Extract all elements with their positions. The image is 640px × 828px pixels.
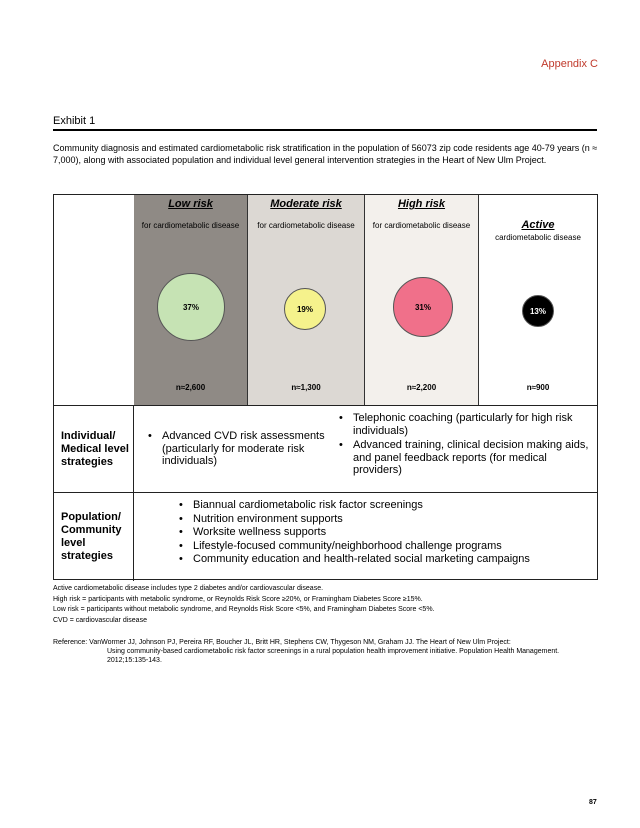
- note-line: Active cardiometabolic disease includes type 2 diabetes and/or cardiovascular disease.: [53, 585, 324, 592]
- column-subtitle: for cardiometabolic disease: [141, 221, 240, 230]
- column-title: Moderate risk: [270, 198, 342, 210]
- individual-left-list: [148, 430, 348, 470]
- population-list: [179, 499, 589, 567]
- column-active-disease: [479, 195, 597, 405]
- page-number: 87: [589, 799, 597, 806]
- population-label: Population/ Community level strategies: [61, 511, 122, 562]
- risk-circle-low: [157, 273, 225, 341]
- note-line: High risk = participants with metabolic syndrome, or Reynolds Risk Score ≥20%, or Framingham Diabetes Score ≥15%.: [53, 595, 423, 603]
- individual-right-list: [339, 412, 589, 479]
- list-item: • Advanced training, clinical decision making aids, and panel feedback reports (for medical providers): [339, 439, 589, 477]
- list-item: • Worksite wellness supports: [179, 526, 589, 539]
- risk-circle-high: [393, 277, 453, 337]
- population-count: n≈2,200: [406, 383, 437, 392]
- appendix-label: Appendix C: [541, 58, 598, 70]
- population-count: n≈2,600: [175, 383, 206, 392]
- population-strategies-row: [54, 492, 597, 581]
- risk-circle-active: [522, 295, 554, 327]
- risk-columns: [134, 195, 597, 405]
- risk-stratification-figure: [53, 194, 598, 580]
- list-item: • Nutrition environment supports: [179, 513, 589, 526]
- column-high-risk: [365, 195, 479, 405]
- list-item: • Telephonic coaching (particularly for high risk individuals): [339, 412, 589, 437]
- column-subtitle: cardiometabolic disease: [495, 233, 581, 242]
- individual-label: Individual/ Medical level strategies: [61, 430, 129, 468]
- figure-notes: [53, 584, 598, 626]
- list-item: • Biannual cardiometabolic risk factor screenings: [179, 499, 589, 512]
- individual-strategies-row: [54, 405, 597, 493]
- exhibit-title: Exhibit 1: [53, 115, 96, 127]
- reference: [53, 638, 598, 665]
- percent-label: 31%: [414, 302, 431, 312]
- percent-label: 13%: [529, 306, 546, 316]
- column-low-risk: [134, 195, 248, 405]
- list-item: • Lifestyle-focused community/neighborhood challenge programs: [179, 540, 589, 553]
- risk-circle-moderate: [284, 288, 326, 330]
- population-count: n≈1,300: [291, 383, 321, 392]
- percent-label: 37%: [182, 302, 199, 312]
- column-moderate-risk: [248, 195, 365, 405]
- row-label: [54, 406, 134, 493]
- row-label: [54, 493, 134, 581]
- column-title: Active: [521, 219, 555, 231]
- column-title: Low risk: [168, 198, 213, 210]
- population-count: n≈900: [526, 383, 550, 392]
- column-subtitle: for cardiometabolic disease: [257, 221, 355, 230]
- column-subtitle: for cardiometabolic disease: [372, 221, 471, 230]
- list-item: • Community education and health-related social marketing campaigns: [179, 553, 589, 566]
- reference-continuation: Using community-based cardiometabolic risk factor screenings in a rural population health improvement initiative. Population Health Management. 2012;15:135-143.: [107, 648, 560, 664]
- exhibit-caption: Community diagnosis and estimated cardiometabolic risk stratification in the population of 56073 zip code residents age 40-79 years (n ≈ 7,000), along with associated population and individual level general intervention strategies in the Heart of New Ulm Project.: [53, 143, 598, 165]
- column-title: High risk: [397, 198, 446, 210]
- note-line: CVD = cardiovascular disease: [53, 616, 147, 624]
- percent-label: 19%: [296, 304, 313, 314]
- reference-first-line: Reference: VanWormer JJ, Johnson PJ, Pereira RF, Boucher JL, Britt HR, Stephens CW, Thygeson NM, Graham JJ. The Heart of New Ulm Project:: [53, 639, 511, 646]
- note-line: Low risk = participants without metabolic syndrome, and Reynolds Risk Score <5%, and Framingham Diabetes Score <5%.: [53, 606, 435, 613]
- list-item: • Advanced CVD risk assessments (particularly for moderate risk individuals): [148, 430, 348, 468]
- title-rule: [53, 129, 597, 131]
